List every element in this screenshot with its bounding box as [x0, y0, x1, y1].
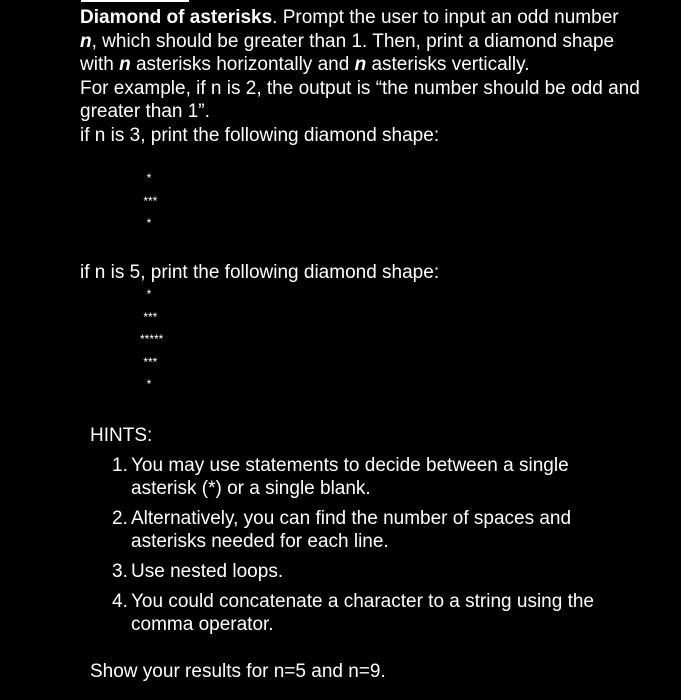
hint-number: 4. [112, 590, 128, 612]
hint-text: Use nested loops. [131, 560, 284, 582]
variable-n: n [80, 30, 92, 52]
diamond-line: * [140, 171, 152, 185]
diamond-line: *** [140, 193, 158, 208]
diamond-line: *** [140, 354, 158, 369]
diamond-line: * [140, 287, 152, 301]
hint-number: 1. [112, 454, 128, 476]
hints-title: HINTS: [90, 425, 153, 446]
hint-item [90, 454, 630, 501]
hint-item [90, 507, 630, 554]
problem-text-2: , which should be greater than 1. Then, print a diamond shape with [80, 30, 615, 76]
problem-text-1: . Prompt the user to input an odd number [272, 7, 619, 28]
problem-paragraph [80, 6, 640, 77]
problem-statement [80, 6, 640, 148]
hints-list [90, 454, 630, 637]
hint-item [90, 590, 630, 637]
problem-title: Diamond of asterisks [80, 7, 273, 28]
problem-text-4: asterisks vertically. [366, 54, 530, 76]
variable-n: n [119, 54, 131, 76]
diamond-line: ***** [140, 332, 164, 347]
hint-text: Alternatively, you can find the number of spaces and asterisks needed for each line. [131, 507, 572, 553]
example-5-label: if n is 5, print the following diamond shape: [80, 262, 440, 283]
hint-number: 3. [112, 560, 128, 582]
example-3-label: if n is 3, print the following diamond shape: [80, 124, 440, 146]
hints-section [90, 424, 630, 643]
hint-text: You could concatenate a character to a string using the comma operator. [131, 590, 594, 636]
example-even-text: For example, if n is 2, the output is “the number should be odd and greater than 1”. [80, 77, 640, 123]
variable-n: n [354, 54, 367, 76]
diamond-n5 [140, 283, 163, 396]
top-underline-rule [81, 0, 189, 2]
diamond-line: * [140, 216, 152, 231]
diamond-line: * [140, 377, 152, 392]
hint-text: You may use statements to decide between a single asterisk (*) or a single blank. [131, 454, 569, 500]
diamond-n3 [140, 167, 157, 235]
hint-number: 2. [112, 507, 128, 529]
problem-text-3: asterisks horizontally and [130, 54, 355, 76]
closing-instruction: Show your results for n=5 and n=9. [90, 661, 386, 682]
diamond-line: *** [140, 309, 158, 324]
hint-item [90, 560, 630, 584]
